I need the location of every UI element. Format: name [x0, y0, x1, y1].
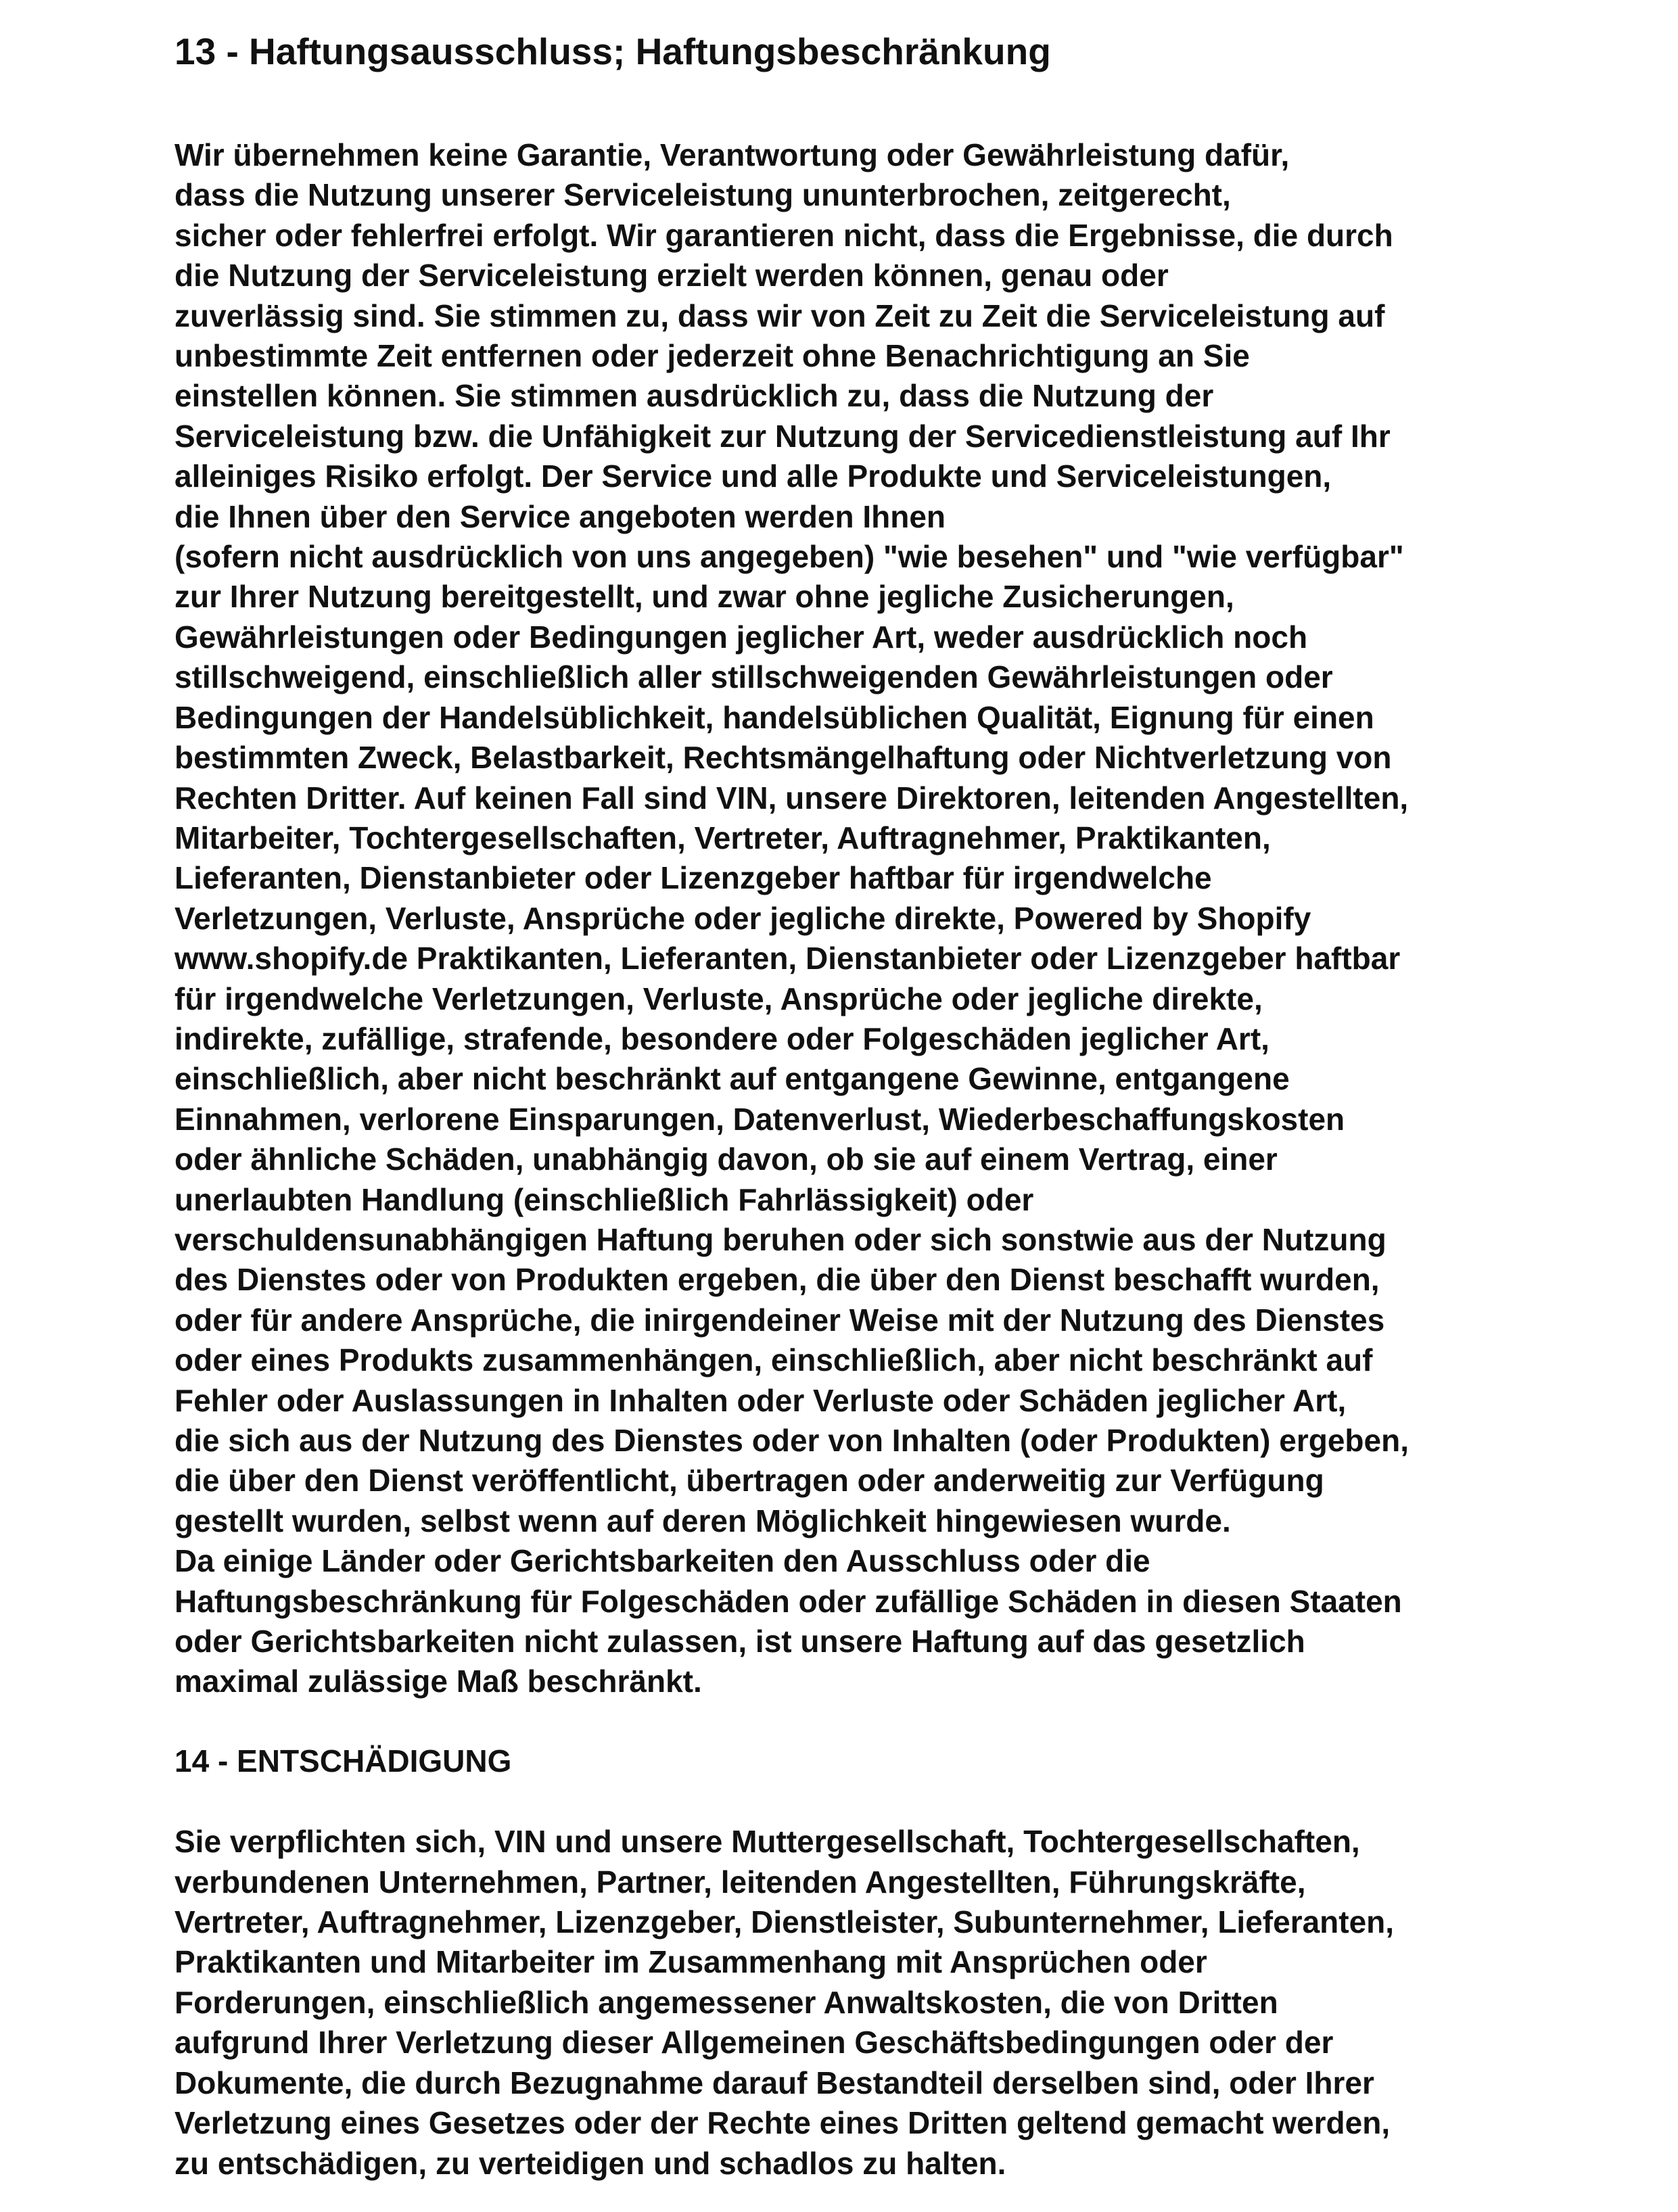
section-13-paragraph-1-line: sicher oder fehlerfrei erfolgt. Wir garantieren nicht, dass die Ergebnisse, die durch [174, 217, 1393, 253]
section-13-paragraph-1-line: unbestimmte Zeit entfernen oder jederzeit ohne Benachrichtigung an Sie [174, 338, 1250, 374]
section-13-paragraph-1-line: Mitarbeiter, Tochtergesellschaften, Vertreter, Auftragnehmer, Praktikanten, [174, 820, 1271, 855]
section-13-paragraph-1-line: Bedingungen der Handelsüblichkeit, handelsüblichen Qualität, Eignung für einen [174, 699, 1374, 735]
section-14-paragraph-1-line: Sie verpflichten sich, VIN und unsere Muttergesellschaft, Tochtergesellschaften, [174, 1824, 1360, 1860]
section-13-paragraph-1-line: bestimmten Zweck, Belastbarkeit, Rechtsmängelhaftung oder Nichtverletzung von [174, 740, 1392, 776]
section-13-paragraph-1-line: dass die Nutzung unserer Serviceleistung ununterbrochen, zeitgerecht, [174, 177, 1231, 213]
section-13-paragraph-1-line: oder ähnliche Schäden, unabhängig davon, ob sie auf einem Vertrag, einer [174, 1142, 1278, 1177]
section-14-paragraph-1 [174, 1822, 1662, 2184]
section-13-paragraph-1-line: die Ihnen über den Service angeboten werden Ihnen [174, 498, 946, 534]
section-13-paragraph-1-line: Rechten Dritter. Auf keinen Fall sind VIN, unsere Direktoren, leitenden Angestellten, [174, 780, 1409, 816]
section-13-paragraph-1-line: Serviceleistung bzw. die Unfähigkeit zur Nutzung der Servicedienstleistung auf Ihr [174, 418, 1391, 454]
section-13-paragraph-1-line: Fehler oder Auslassungen in Inhalten oder Verluste oder Schäden jeglicher Art, [174, 1382, 1347, 1418]
section-13-paragraph-2-line: oder Gerichtsbarkeiten nicht zulassen, ist unsere Haftung auf das gesetzlich [174, 1624, 1305, 1660]
section-13-paragraph-1-line: indirekte, zufällige, strafende, besondere oder Folgeschäden jeglicher Art, [174, 1020, 1269, 1056]
section-13-paragraph-1-line: die Nutzung der Serviceleistung erzielt werden können, genau oder [174, 258, 1169, 293]
section-13-paragraph-1-line: die sich aus der Nutzung des Dienstes oder von Inhalten (oder Produkten) ergeben, [174, 1423, 1409, 1458]
section-13-paragraph-1-line: alleiniges Risiko erfolgt. Der Service und alle Produkte und Serviceleistungen, [174, 458, 1332, 494]
section-14-paragraph-1-line: Praktikanten und Mitarbeiter im Zusammenhang mit Ansprüchen oder [174, 1944, 1207, 1980]
section-14-paragraph-1-line: Dokumente, die durch Bezugnahme darauf Bestandteil derselben sind, oder Ihrer [174, 2065, 1374, 2100]
section-14-paragraph-1-line: zu entschädigen, zu verteidigen und schadlos zu halten. [174, 2145, 1006, 2181]
section-13-paragraph-1-line: die über den Dienst veröffentlicht, übertragen oder anderweitig zur Verfügung [174, 1463, 1324, 1499]
section-13-paragraph-1-line: zuverlässig sind. Sie stimmen zu, dass wir von Zeit zu Zeit die Serviceleistung auf [174, 298, 1385, 333]
section-13-paragraph-1-line: unerlaubten Handlung (einschließlich Fahrlässigkeit) oder [174, 1181, 1034, 1217]
section-14-paragraph-1-line: Verletzung eines Gesetzes oder der Rechte eines Dritten geltend gemacht werden, [174, 2105, 1391, 2141]
section-14-paragraph-1-line: Forderungen, einschließlich angemessener Anwaltskosten, die von Dritten [174, 1984, 1278, 2020]
section-13-paragraph-1-line: einstellen können. Sie stimmen ausdrücklich zu, dass die Nutzung der [174, 378, 1214, 414]
section-13-paragraph-1-line: Gewährleistungen oder Bedingungen jeglicher Art, weder ausdrücklich noch [174, 619, 1308, 655]
section-13-paragraph-1-line: einschließlich, aber nicht beschränkt auf entgangene Gewinne, entgangene [174, 1061, 1290, 1097]
section-14-paragraph-1-line: aufgrund Ihrer Verletzung dieser Allgemeinen Geschäftsbedingungen oder der [174, 2025, 1334, 2061]
section-13-paragraph-1-line: (sofern nicht ausdrücklich von uns angegeben) "wie besehen" und "wie verfügbar" [174, 539, 1404, 575]
section-13-paragraph-1-line: gestellt wurden, selbst wenn auf deren Möglichkeit hingewiesen wurde. [174, 1503, 1231, 1538]
section-14-paragraph-1-line: verbundenen Unternehmen, Partner, leitenden Angestellten, Führungskräfte, [174, 1864, 1306, 1900]
section-13-paragraph-1-line: Verletzungen, Verluste, Ansprüche oder jegliche direkte, Powered by Shopify [174, 900, 1311, 936]
section-13-paragraph-2-line: maximal zulässige Maß beschränkt. [174, 1664, 702, 1699]
section-13-paragraph-1 [174, 135, 1662, 1541]
section-13-paragraph-1-line: Lieferanten, Dienstanbieter oder Lizenzgeber haftbar für irgendwelche [174, 860, 1212, 896]
section-13-paragraph-1-line: des Dienstes oder von Produkten ergeben, die über den Dienst beschafft wurden, [174, 1262, 1380, 1298]
section-13-paragraph-2-line: Da einige Länder oder Gerichtsbarkeiten den Ausschluss oder die [174, 1543, 1150, 1579]
section-13-paragraph-1-line: Einnahmen, verlorene Einsparungen, Datenverlust, Wiederbeschaffungskosten [174, 1101, 1345, 1137]
section-13-paragraph-1-line: verschuldensunabhängigen Haftung beruhen oder sich sonstwie aus der Nutzung [174, 1221, 1386, 1257]
document-page [174, 26, 1662, 2184]
section-13-paragraph-1-line: zur Ihrer Nutzung bereitgestellt, und zwar ohne jegliche Zusicherungen, [174, 579, 1234, 615]
section-13-paragraph-2-line: Haftungsbeschränkung für Folgeschäden oder zufällige Schäden in diesen Staaten [174, 1583, 1402, 1619]
section-13-paragraph-1-line: Wir übernehmen keine Garantie, Verantwortung oder Gewährleistung dafür, [174, 137, 1290, 172]
section-14-heading: 14 - ENTSCHÄDIGUNG [174, 1743, 512, 1779]
section-13-paragraph-1-line: www.shopify.de Praktikanten, Lieferanten, Dienstanbieter oder Lizenzgeber haftbar [174, 941, 1401, 976]
section-13-heading: 13 - Haftungsausschluss; Haftungsbeschränkung [174, 30, 1051, 72]
section-14-paragraph-1-line: Vertreter, Auftragnehmer, Lizenzgeber, Dienstleister, Subunternehmer, Lieferanten, [174, 1904, 1395, 1940]
section-13-paragraph-1-line: oder für andere Ansprüche, die inirgendeiner Weise mit der Nutzung des Dienstes [174, 1302, 1385, 1338]
section-13-paragraph-2 [174, 1541, 1662, 1702]
section-13-paragraph-1-line: oder eines Produkts zusammenhängen, einschließlich, aber nicht beschränkt auf [174, 1342, 1373, 1378]
section-13-paragraph-1-line: für irgendwelche Verletzungen, Verluste, Ansprüche oder jegliche direkte, [174, 981, 1263, 1016]
section-13-paragraph-1-line: stillschweigend, einschließlich aller stillschweigenden Gewährleistungen oder [174, 659, 1333, 695]
